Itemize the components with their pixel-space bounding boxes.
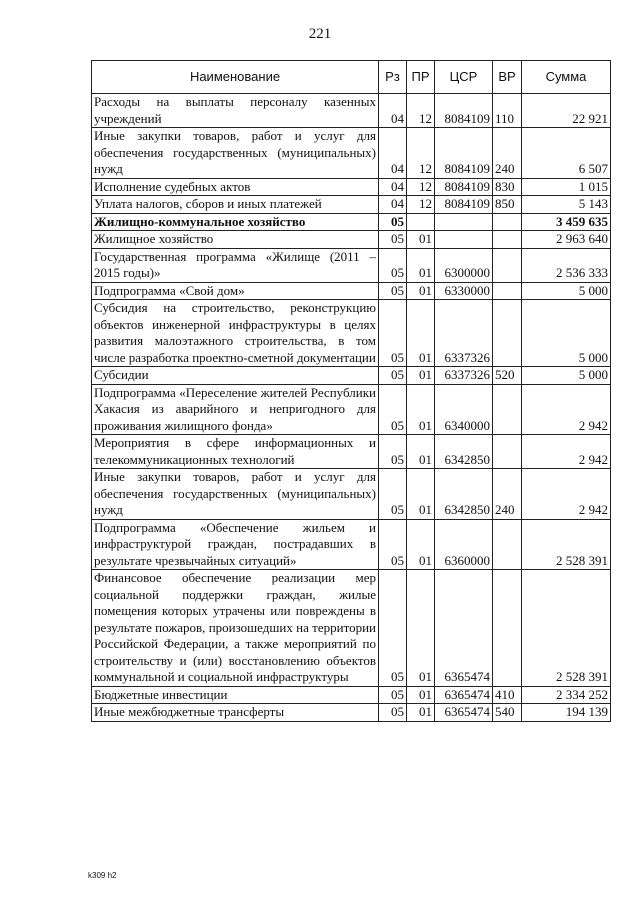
budget-table [91, 60, 611, 722]
cell-csr [435, 213, 493, 231]
header-csr: ЦСР [435, 61, 493, 94]
cell-csr [435, 231, 493, 249]
cell-rz: 05 [379, 231, 407, 249]
cell-rz: 05 [379, 367, 407, 385]
cell-rz: 05 [379, 248, 407, 282]
header-name: Наименование [92, 61, 379, 94]
cell-vr: 540 [493, 704, 522, 722]
cell-rz: 05 [379, 384, 407, 435]
cell-rz: 05 [379, 300, 407, 367]
cell-csr: 6342850 [435, 435, 493, 469]
cell-vr [493, 213, 522, 231]
cell-sum: 5 000 [522, 367, 611, 385]
cell-pr: 12 [407, 128, 435, 179]
cell-csr: 8084109 [435, 178, 493, 196]
cell-pr: 01 [407, 570, 435, 687]
cell-vr [493, 231, 522, 249]
cell-sum: 22 921 [522, 94, 611, 128]
header-pr: ПР [407, 61, 435, 94]
cell-name: Иные закупки товаров, работ и услуг для обеспечения государственных (муниципальных) нужд [92, 128, 379, 179]
cell-rz: 05 [379, 519, 407, 570]
cell-csr: 6360000 [435, 519, 493, 570]
cell-sum: 2 528 391 [522, 519, 611, 570]
cell-name: Подпрограмма «Свой дом» [92, 282, 379, 300]
cell-pr: 01 [407, 686, 435, 704]
cell-name: Иные закупки товаров, работ и услуг для обеспечения государственных (муниципальных) нужд [92, 469, 379, 520]
cell-name: Государственная программа «Жилище (2011 – 2015 годы)» [92, 248, 379, 282]
cell-sum: 2 536 333 [522, 248, 611, 282]
cell-sum: 2 528 391 [522, 570, 611, 687]
table-row [92, 282, 611, 300]
table-row [92, 469, 611, 520]
header-vr: ВР [493, 61, 522, 94]
cell-name: Иные межбюджетные трансферты [92, 704, 379, 722]
table-row [92, 519, 611, 570]
cell-pr: 01 [407, 704, 435, 722]
cell-name: Жилищно-коммунальное хозяйство [92, 213, 379, 231]
cell-csr: 6330000 [435, 282, 493, 300]
cell-pr: 12 [407, 178, 435, 196]
cell-rz: 05 [379, 686, 407, 704]
table-row [92, 178, 611, 196]
footer-code: k309 h2 [88, 871, 117, 880]
cell-vr: 240 [493, 469, 522, 520]
cell-vr: 830 [493, 178, 522, 196]
cell-pr [407, 213, 435, 231]
cell-vr: 410 [493, 686, 522, 704]
cell-pr: 01 [407, 300, 435, 367]
cell-csr: 6365474 [435, 704, 493, 722]
cell-name: Уплата налогов, сборов и иных платежей [92, 196, 379, 214]
table-row [92, 231, 611, 249]
cell-csr: 6340000 [435, 384, 493, 435]
table-row [92, 300, 611, 367]
page-number: 221 [308, 26, 332, 42]
table-row [92, 686, 611, 704]
cell-csr: 6337326 [435, 367, 493, 385]
cell-sum: 5 143 [522, 196, 611, 214]
table-row [92, 384, 611, 435]
cell-rz: 04 [379, 178, 407, 196]
cell-rz: 05 [379, 570, 407, 687]
table-row [92, 128, 611, 179]
cell-rz: 05 [379, 469, 407, 520]
header-rz: Рз [379, 61, 407, 94]
cell-sum: 2 963 640 [522, 231, 611, 249]
cell-pr: 01 [407, 384, 435, 435]
table-row [92, 213, 611, 231]
cell-sum: 1 015 [522, 178, 611, 196]
cell-name: Жилищное хозяйство [92, 231, 379, 249]
cell-vr [493, 300, 522, 367]
cell-sum: 2 942 [522, 469, 611, 520]
cell-sum: 3 459 635 [522, 213, 611, 231]
cell-csr: 6300000 [435, 248, 493, 282]
cell-csr: 6337326 [435, 300, 493, 367]
table-row [92, 435, 611, 469]
cell-sum: 5 000 [522, 282, 611, 300]
cell-pr: 01 [407, 435, 435, 469]
cell-pr: 01 [407, 519, 435, 570]
cell-name: Субсидии [92, 367, 379, 385]
cell-name: Мероприятия в сфере информационных и телекоммуникационных технологий [92, 435, 379, 469]
cell-sum: 6 507 [522, 128, 611, 179]
cell-rz: 04 [379, 196, 407, 214]
cell-pr: 12 [407, 94, 435, 128]
cell-vr: 520 [493, 367, 522, 385]
table-header-row [92, 61, 611, 94]
cell-name: Бюджетные инвестиции [92, 686, 379, 704]
cell-sum: 2 942 [522, 384, 611, 435]
cell-csr: 6365474 [435, 570, 493, 687]
table-row [92, 570, 611, 687]
cell-csr: 6342850 [435, 469, 493, 520]
cell-pr: 01 [407, 469, 435, 520]
header-sum: Сумма [522, 61, 611, 94]
cell-name: Подпрограмма «Переселение жителей Республики Хакасия из аварийного и непригодного для проживания жилищного фонда» [92, 384, 379, 435]
cell-sum: 2 334 252 [522, 686, 611, 704]
cell-vr [493, 519, 522, 570]
cell-vr: 240 [493, 128, 522, 179]
cell-vr: 110 [493, 94, 522, 128]
cell-rz: 05 [379, 213, 407, 231]
cell-rz: 05 [379, 435, 407, 469]
cell-sum: 2 942 [522, 435, 611, 469]
cell-pr: 01 [407, 282, 435, 300]
table-row [92, 367, 611, 385]
cell-pr: 01 [407, 231, 435, 249]
table-body [92, 94, 611, 722]
cell-vr [493, 248, 522, 282]
cell-pr: 01 [407, 367, 435, 385]
cell-vr [493, 570, 522, 687]
cell-vr [493, 282, 522, 300]
cell-vr: 850 [493, 196, 522, 214]
cell-csr: 6365474 [435, 686, 493, 704]
cell-pr: 01 [407, 248, 435, 282]
table-row [92, 248, 611, 282]
table-row [92, 704, 611, 722]
cell-vr [493, 384, 522, 435]
cell-csr: 8084109 [435, 196, 493, 214]
cell-pr: 12 [407, 196, 435, 214]
cell-sum: 194 139 [522, 704, 611, 722]
cell-sum: 5 000 [522, 300, 611, 367]
cell-name: Расходы на выплаты персоналу казенных учреждений [92, 94, 379, 128]
cell-name: Финансовое обеспечение реализации мер социальной поддержки граждан, жилые помещения которых утрачены или повреждены в результате пожаров, произошедших на территории Российской Федерации, а также мероприятий по строительству и (или) восстановлению объектов коммунальной и социальной инфраструктуры [92, 570, 379, 687]
cell-vr [493, 435, 522, 469]
table-row [92, 94, 611, 128]
cell-rz: 04 [379, 94, 407, 128]
cell-rz: 05 [379, 282, 407, 300]
cell-name: Субсидия на строительство, реконструкцию объектов инженерной инфраструктуры в целях развития малоэтажного строительства, в том числе разработка проектно-сметной документации [92, 300, 379, 367]
cell-name: Исполнение судебных актов [92, 178, 379, 196]
table-row [92, 196, 611, 214]
cell-csr: 8084109 [435, 128, 493, 179]
cell-rz: 04 [379, 128, 407, 179]
cell-rz: 05 [379, 704, 407, 722]
cell-csr: 8084109 [435, 94, 493, 128]
cell-name: Подпрограмма «Обеспечение жильем и инфраструктурой граждан, пострадавших в результате чрезвычайных ситуаций» [92, 519, 379, 570]
